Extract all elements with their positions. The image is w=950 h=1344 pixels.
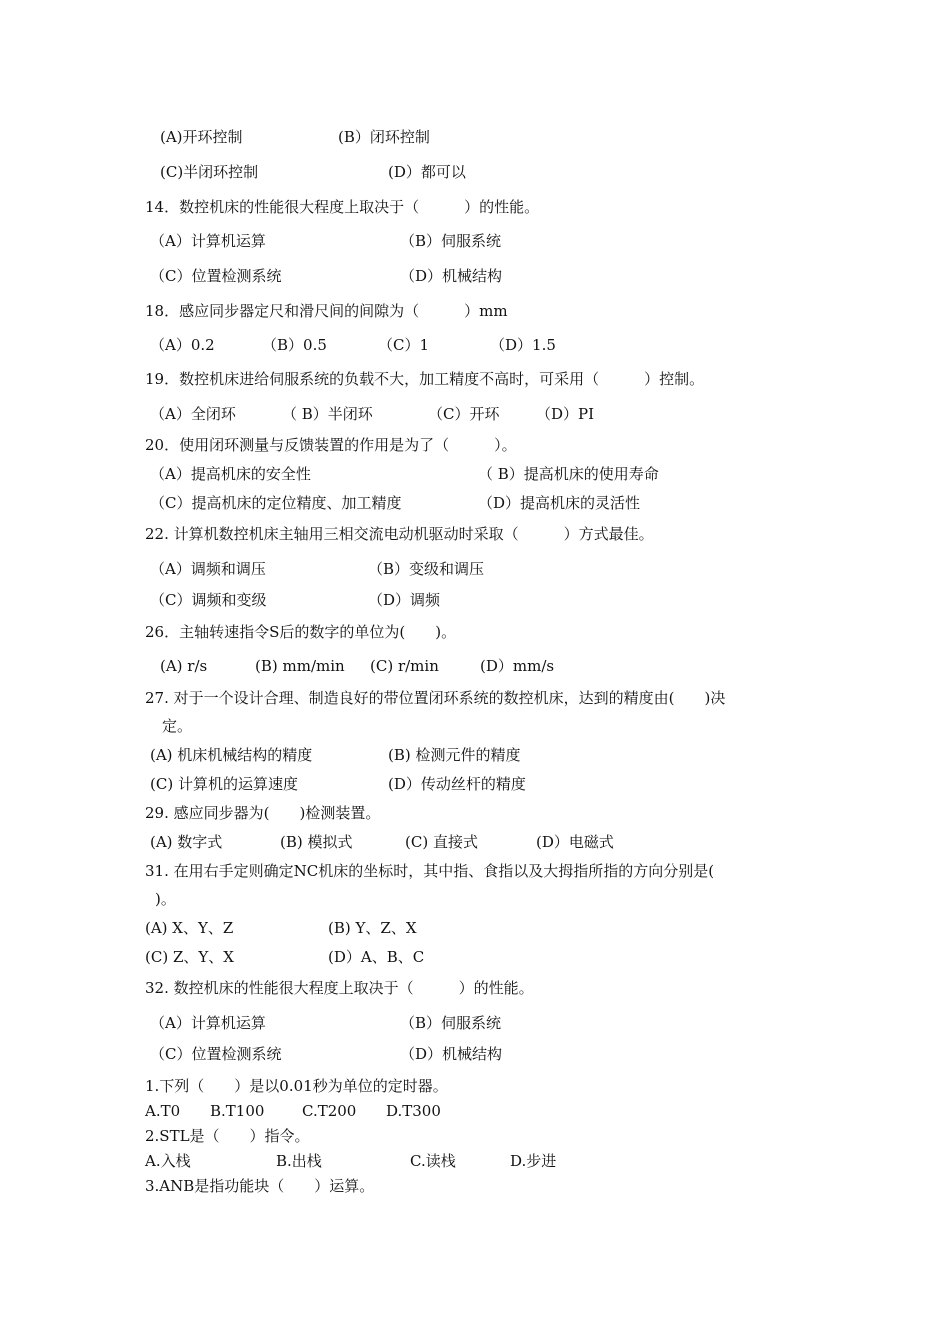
option-b: B.出栈: [276, 1152, 322, 1170]
option-c: （C）提高机床的定位精度、加工精度: [150, 494, 402, 512]
option-b: B.T100: [210, 1102, 265, 1120]
option-b: (B) 模拟式: [280, 833, 353, 851]
question-stem: 27. 对于一个设计合理、制造良好的带位置闭环系统的数控机床，达到的精度由( )决: [145, 689, 726, 707]
option-b: (B) Y、Z、X: [328, 919, 417, 937]
question-stem: 18．感应同步器定尺和滑尺间的间隙为（ ）mm: [145, 302, 508, 320]
option-b: （B）0.5: [262, 336, 327, 354]
option-b: （ B）半闭环: [282, 405, 373, 423]
question-stem: 14．数控机床的性能很大程度上取决于（ ）的性能。: [145, 198, 540, 216]
option-c: （C）位置检测系统: [150, 267, 282, 285]
option-d: （D）1.5: [490, 336, 556, 354]
option-c: （C）1: [378, 336, 430, 354]
option-c: (C) Z、Y、X: [145, 948, 234, 966]
question-stem: 2.STL是（ ）指令。: [145, 1127, 310, 1145]
option-d: D.步进: [510, 1152, 557, 1170]
option-b: (B) mm/min: [255, 657, 345, 675]
option-d: (D）电磁式: [536, 833, 614, 851]
option-a: （A）提高机床的安全性: [150, 465, 311, 483]
option-c: （C）调频和变级: [150, 591, 267, 609]
option-a: (A) r/s: [160, 657, 208, 675]
option-d: (D）A、B、C: [328, 948, 425, 966]
option-d: (D）都可以: [388, 163, 466, 181]
option-c: （C）位置检测系统: [150, 1045, 282, 1063]
option-d: (D）mm/s: [480, 657, 555, 675]
question-stem: 22. 计算机数控机床主轴用三相交流电动机驱动时采取（ ）方式最佳。: [145, 525, 654, 543]
option-a: （A）计算机运算: [150, 1014, 266, 1032]
option-a: （A）全闭环: [150, 405, 236, 423]
option-c: （C）开环: [428, 405, 500, 423]
option-b: （ B）提高机床的使用寿命: [478, 465, 659, 483]
option-c: (C) 直接式: [405, 833, 478, 851]
option-d: （D）机械结构: [400, 267, 503, 285]
option-a: （A）调频和调压: [150, 560, 266, 578]
question-stem: 19．数控机床进给伺服系统的负载不大，加工精度不高时，可采用（ ）控制。: [145, 370, 705, 388]
option-b: （B）变级和调压: [368, 560, 485, 578]
option-a: （A）0.2: [150, 336, 215, 354]
question-stem-continued: 定。: [162, 717, 193, 735]
question-stem-continued: )。: [155, 890, 176, 908]
option-a: （A）计算机运算: [150, 232, 266, 250]
option-b: （B）伺服系统: [400, 232, 502, 250]
question-stem: 29. 感应同步器为( )检测装置。: [145, 804, 381, 822]
option-a: (A) X、Y、Z: [145, 919, 234, 937]
option-b: （B）伺服系统: [400, 1014, 502, 1032]
question-stem: 1.下列（ ）是以0.01秒为单位的定时器。: [145, 1077, 448, 1095]
question-stem: 26．主轴转速指令S后的数字的单位为( )。: [145, 623, 457, 641]
option-d: （D）PI: [536, 405, 595, 423]
option-d: D.T300: [386, 1102, 441, 1120]
question-stem: 31. 在用右手定则确定NC机床的坐标时，其中指、食指以及大拇指所指的方向分别是(: [145, 862, 715, 880]
option-a: (A)开环控制: [160, 128, 243, 146]
question-stem: 32. 数控机床的性能很大程度上取决于（ ）的性能。: [145, 979, 534, 997]
option-a: A.入栈: [145, 1152, 191, 1170]
option-a: (A) 机床机械结构的精度: [150, 746, 313, 764]
option-d: (D）传动丝杆的精度: [388, 775, 526, 793]
option-d: （D）提高机床的灵活性: [478, 494, 641, 512]
option-a: A.T0: [145, 1102, 181, 1120]
option-d: （D）机械结构: [400, 1045, 503, 1063]
option-b: (B）闭环控制: [338, 128, 430, 146]
option-c: (C) 计算机的运算速度: [150, 775, 298, 793]
option-c: (C)半闭环控制: [160, 163, 259, 181]
option-c: C.T200: [302, 1102, 357, 1120]
question-stem: 3.ANB是指功能块（ ）运算。: [145, 1177, 375, 1195]
option-c: (C) r/min: [370, 657, 439, 675]
question-stem: 20．使用闭环测量与反馈装置的作用是为了（ ）。: [145, 436, 517, 454]
option-a: (A) 数字式: [150, 833, 223, 851]
option-d: （D）调频: [368, 591, 441, 609]
option-b: (B) 检测元件的精度: [388, 746, 521, 764]
option-c: C.读栈: [410, 1152, 456, 1170]
